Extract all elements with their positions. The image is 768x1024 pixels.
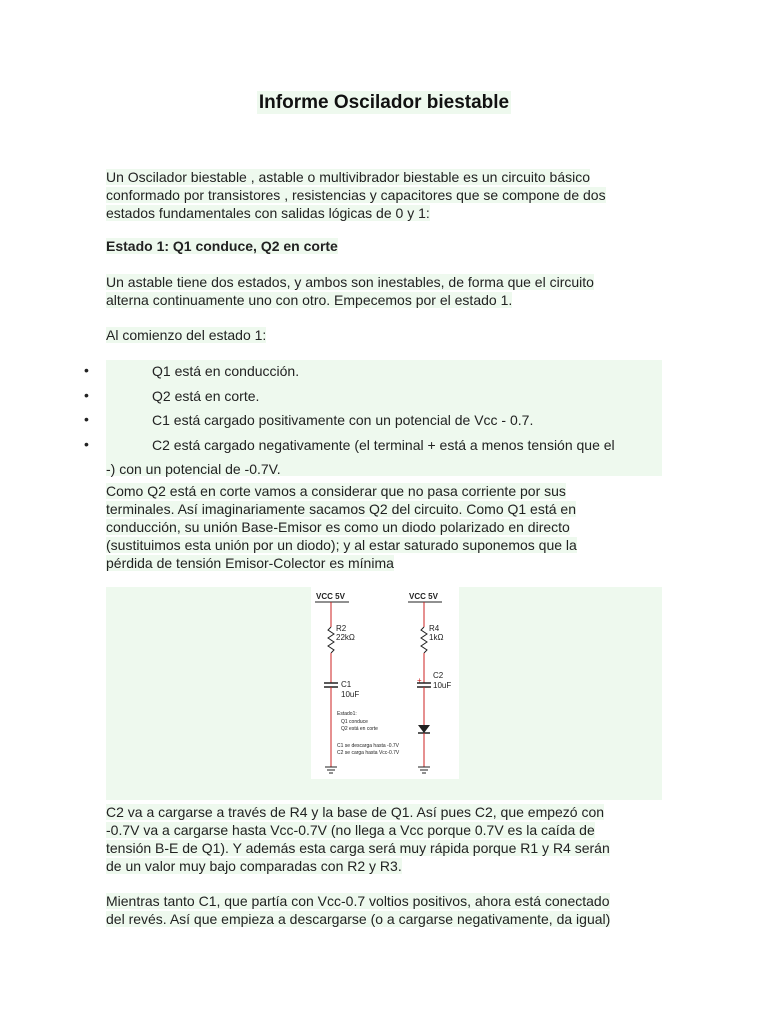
paragraph-comienzo: Al comienzo del estado 1: xyxy=(106,327,267,343)
page-title: Informe Oscilador biestable xyxy=(258,92,510,113)
bullet-dot: • xyxy=(84,362,89,378)
svg-text:+: + xyxy=(417,676,422,685)
resistor-r2 xyxy=(328,627,334,653)
r4-name: R4 xyxy=(429,624,440,633)
vcc-right-label: VCC 5V xyxy=(409,592,438,601)
paragraph-q2-corte: Como Q2 está en corte vamos a considerar que no pasa corriente por sus terminales. Así imaginariamente sacamos Q2 del circuito. Como Q1 está en conducción, su unión Base-Emisor es como un diodo polarizado en directo (sustituimos esta unión por un diodo); y al estar saturado suponemos que la pérdida de tensión Emisor-Colector es mínima xyxy=(106,483,577,571)
c1-value: 10uF xyxy=(341,690,360,699)
bullet-dot: • xyxy=(84,411,89,427)
list-item-continuation: -) con un potencial de -0.7V. xyxy=(106,461,281,477)
vcc-left-label: VCC 5V xyxy=(316,592,345,601)
diode-symbol xyxy=(418,725,430,733)
paragraph-c1-descarga: Mientras tanto C1, que partía con Vcc-0.7 voltios positivos, ahora está conectado del revés. Así que empieza a descargarse (o a cargarse negativamente, da igual) xyxy=(106,893,611,927)
c2-value: 10uF xyxy=(433,681,452,690)
list-item: C2 está cargado negativamente (el terminal + está a menos tensión que el xyxy=(152,437,615,453)
section-heading: Estado 1: Q1 conduce, Q2 en corte xyxy=(106,238,338,254)
r4-value: 1kΩ xyxy=(429,633,444,642)
circuit-note: Q1 conduce xyxy=(341,719,368,725)
bullet-dot: • xyxy=(84,436,89,452)
circuit-note: Q2 está en corte xyxy=(341,726,378,732)
intro-paragraph: Un Oscilador biestable , astable o multivibrador biestable es un circuito básico conformado por transistores , resistencias y capacitores que se compone de dos estados fundamentales con salidas lógicas de 0 y 1: xyxy=(106,169,606,221)
list-item: Q1 está en conducción. xyxy=(152,363,300,379)
resistor-r4 xyxy=(421,627,427,653)
list-item: C1 está cargado positivamente con un potencial de Vcc - 0.7. xyxy=(152,412,534,428)
c2-name: C2 xyxy=(433,671,444,680)
paragraph-c2-carga: C2 va a cargarse a través de R4 y la base de Q1. Así pues C2, que empezó con -0.7V va a cargarse hasta Vcc-0.7V (no llega a Vcc porque 0.7V es la caída de tensión B-E de Q1). Y además esta carga será muy rápida porque R1 y R4 serán de un valor muy bajo comparadas con R2 y R3. xyxy=(106,804,610,874)
circuit-note: C1 se descarga hasta -0.7V xyxy=(337,743,399,749)
c1-name: C1 xyxy=(341,680,352,689)
list-item: Q2 está en corte. xyxy=(152,388,260,404)
circuit-note: C2 se carga hasta Vcc-0.7V xyxy=(337,750,400,756)
circuit-diagram xyxy=(311,587,459,779)
paragraph-astable: Un astable tiene dos estados, y ambos son inestables, de forma que el circuito alterna continuamente uno con otro. Empecemos por el estado 1. xyxy=(106,274,594,308)
r2-value: 22kΩ xyxy=(336,633,355,642)
circuit-note: Estado1: xyxy=(337,711,357,717)
r2-name: R2 xyxy=(336,624,347,633)
bullet-dot: • xyxy=(84,387,89,403)
